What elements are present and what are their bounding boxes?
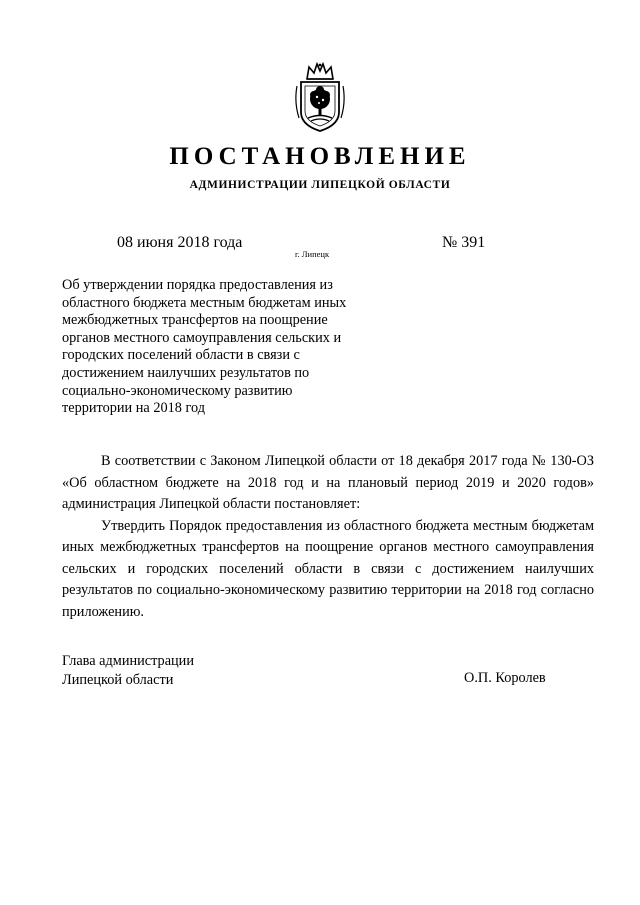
signatory-position [62, 652, 194, 689]
document-date: 08 июня 2018 года [117, 234, 243, 251]
subject-line: территории на 2018 год [62, 400, 206, 417]
coat-of-arms-icon [290, 62, 350, 134]
signatory-position-line: Липецкой области [62, 671, 174, 688]
subject-line: межбюджетных трансфертов на поощрение [62, 312, 328, 329]
signatory-name: О.П. Королев [464, 670, 546, 686]
signatory-position-line: Глава администрации [62, 653, 194, 669]
document-title: ПОСТАНОВЛЕНИЕ [169, 143, 471, 170]
document-subject [62, 277, 372, 418]
subject-line: достижением наилучших результатов по [62, 364, 310, 381]
subject-line: городских поселений области в связи с [62, 347, 300, 364]
subject-line: Об утверждении порядка предоставления из [62, 277, 333, 293]
issuing-authority: АДМИНИСТРАЦИИ ЛИПЕЦКОЙ ОБЛАСТИ [189, 179, 451, 191]
document-body [62, 451, 594, 623]
body-paragraph-resolution: Утвердить Порядок предоставления из областного бюджета местным бюджетам иных межбюджетных трансфертов на поощрение органов местного самоуправления сельских и городских поселений области в связи с достижением наилучших результатов по социально-экономическому развитию территории на 2018 год согласно приложению. [62, 517, 594, 620]
body-paragraph-preamble: В соответствии с Законом Липецкой области от 18 декабря 2017 года № 130-ОЗ «Об областном бюджете на 2018 год и на плановый период 2019 и 2020 годов» администрация Липецкой области постановляет: [62, 453, 594, 512]
document-city: г. Липецк [295, 249, 330, 259]
subject-line: социально-экономическому развитию [62, 382, 293, 399]
subject-line: областного бюджета местным бюджетам иных [62, 294, 347, 311]
subject-line: органов местного самоуправления сельских и [62, 329, 342, 346]
document-number: № 391 [442, 234, 486, 251]
